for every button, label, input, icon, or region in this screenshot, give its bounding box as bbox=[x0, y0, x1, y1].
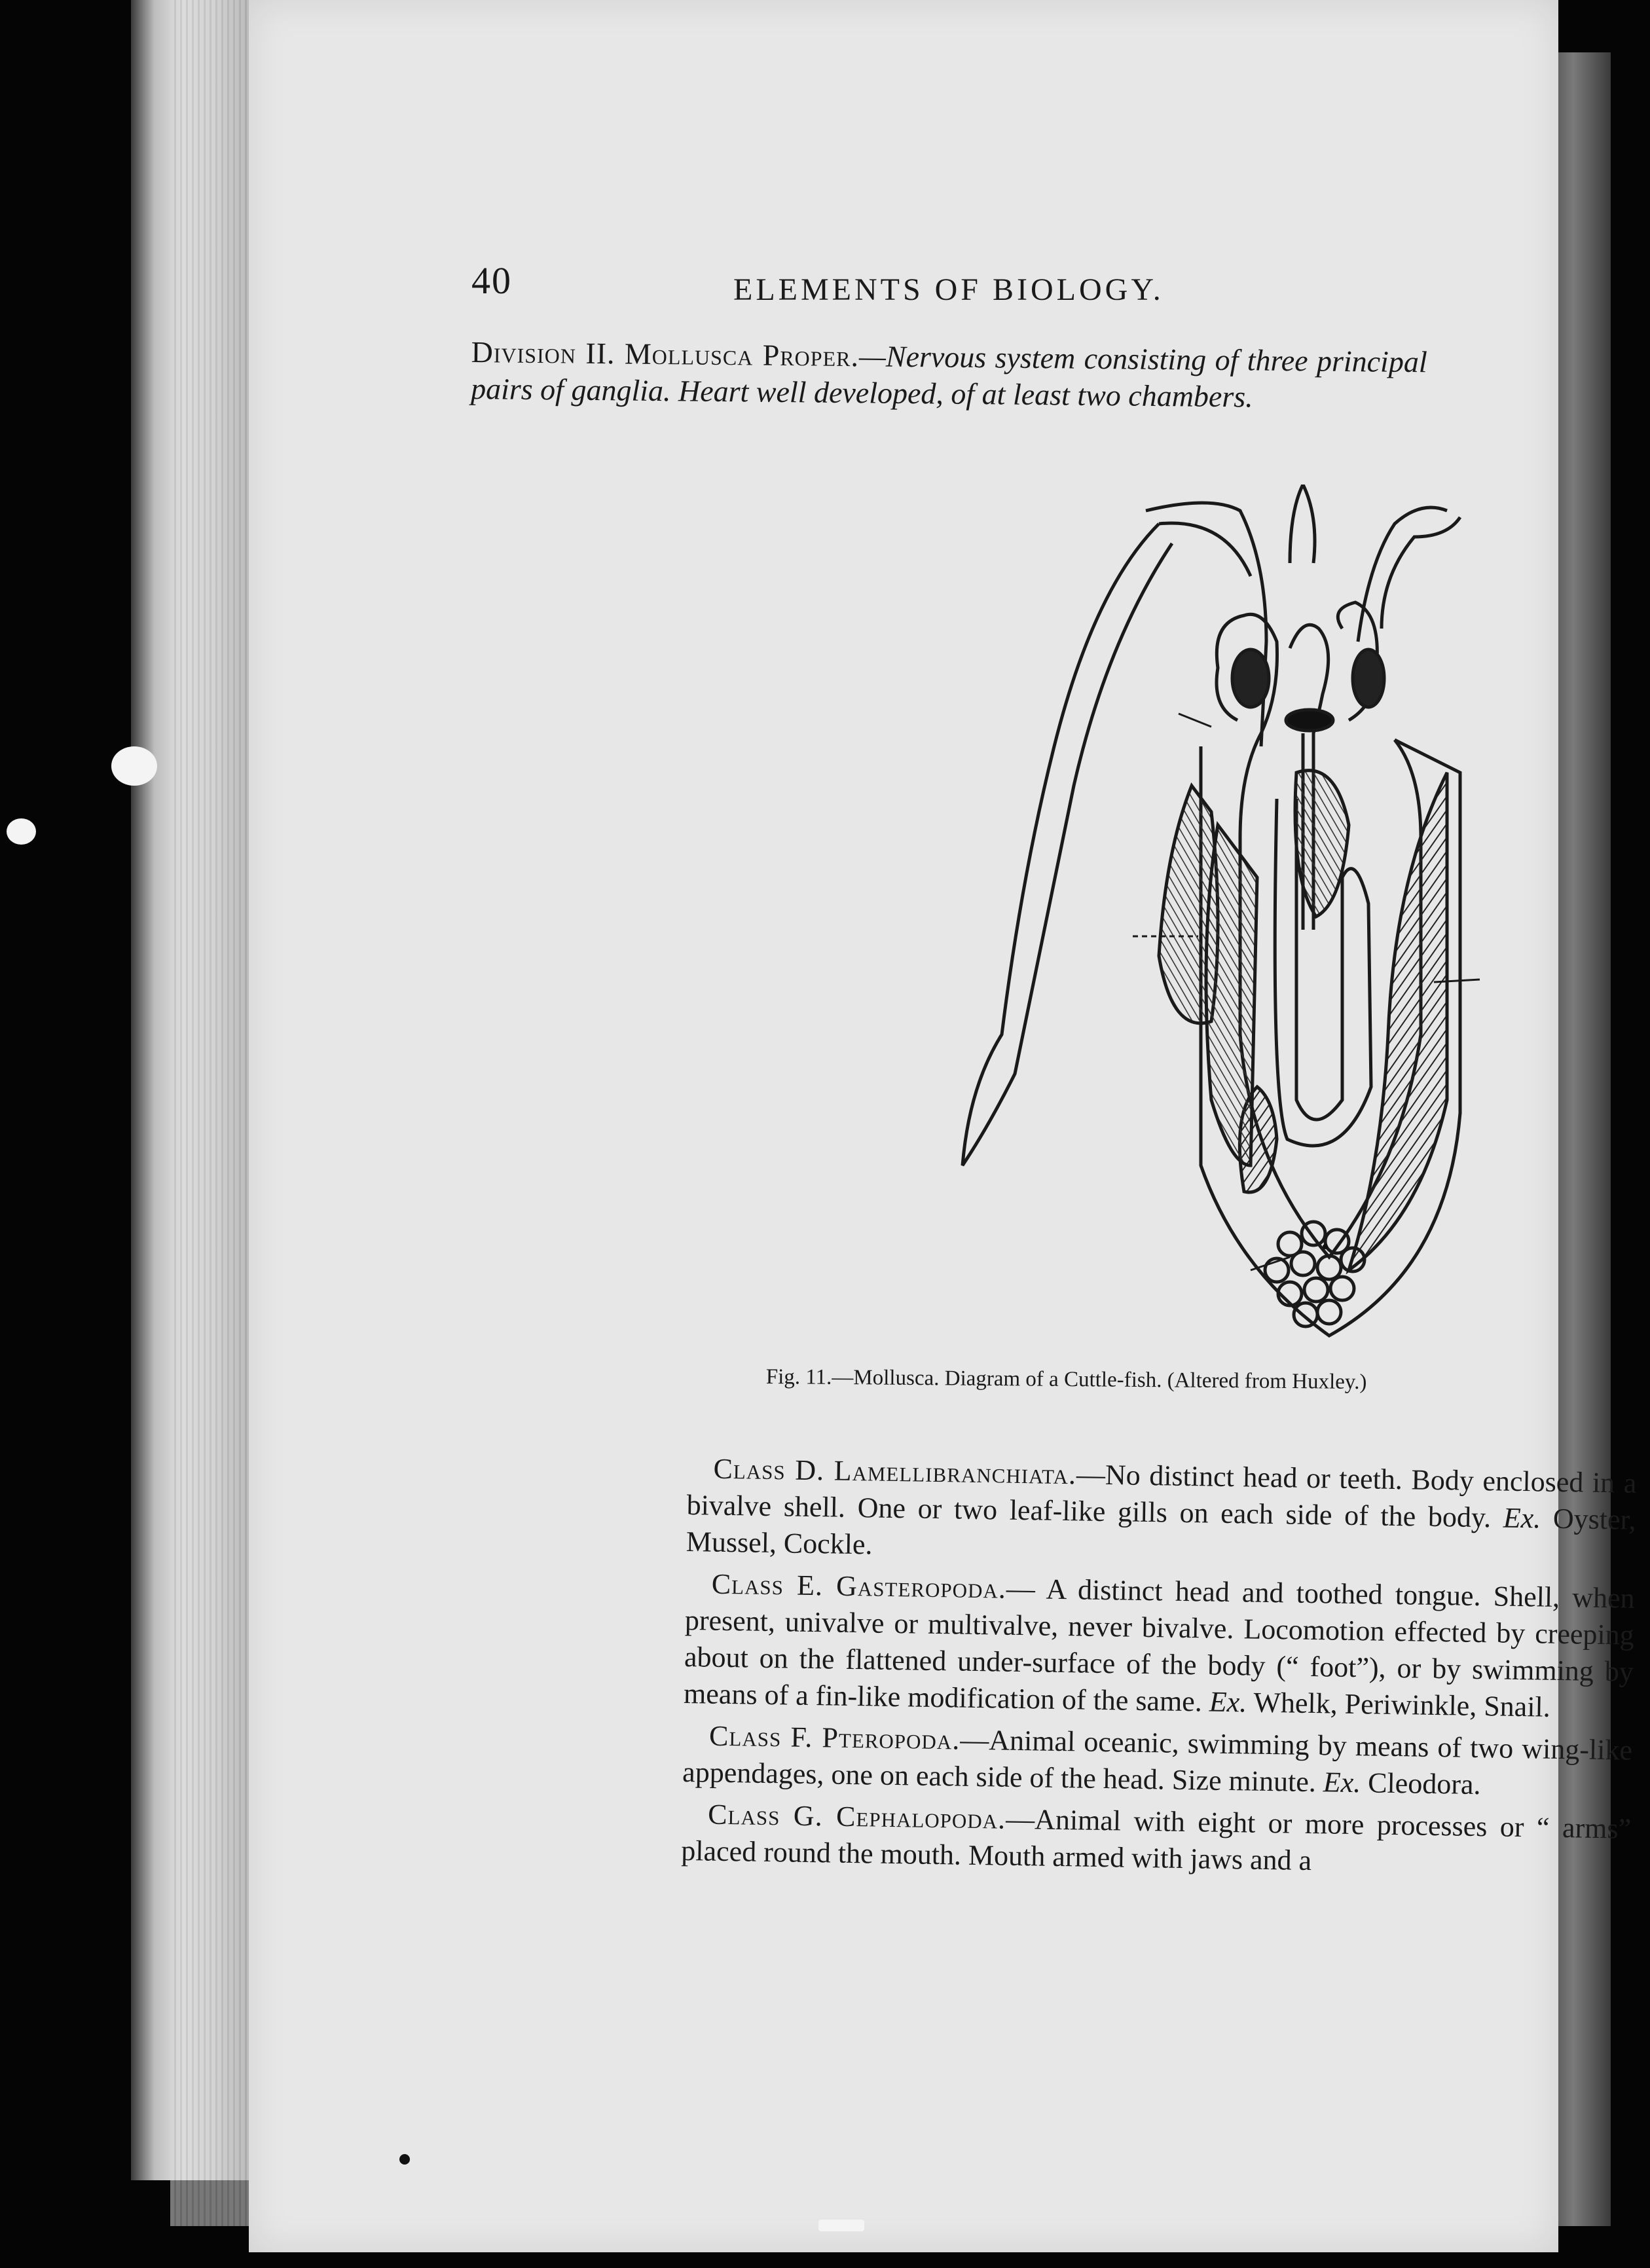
left-arm-outline bbox=[1146, 503, 1266, 746]
example-label: Ex. bbox=[1209, 1685, 1247, 1719]
book-page bbox=[249, 0, 1637, 2252]
class-paragraph-e bbox=[684, 1565, 1635, 1727]
class-examples: Cleodora. bbox=[1367, 1766, 1481, 1801]
division-description: —Nervous system consisting of three principal pairs of ganglia. Heart well developed, of at least two chambers. bbox=[470, 339, 1427, 414]
class-text: —Animal with eight or more processes or “ arms” placed round the mouth. Mouth armed with jaws and a bbox=[681, 1802, 1632, 1877]
film-speck bbox=[111, 746, 157, 786]
class-examples: Whelk, Periwinkle, Snail. bbox=[1253, 1686, 1551, 1723]
film-speck bbox=[7, 818, 36, 845]
left-eye bbox=[1232, 649, 1269, 707]
example-label: Ex. bbox=[1323, 1766, 1361, 1799]
central-arm bbox=[1290, 485, 1315, 563]
cuttlefish-diagram bbox=[897, 485, 1650, 1381]
film-speck bbox=[818, 2220, 864, 2231]
class-examples: Oyster, Mussel, Cockle. bbox=[686, 1502, 1636, 1561]
figure-caption: Fig. 11.—Mollusca. Diagram of a Cuttle-fish. (Altered from Huxley.) bbox=[765, 1365, 1367, 1395]
page-header bbox=[471, 259, 1454, 318]
ink-speck bbox=[399, 2154, 410, 2165]
division-heading bbox=[471, 334, 1427, 417]
class-descriptions bbox=[681, 1450, 1637, 1890]
division-label: Division II. Mollusca Proper. bbox=[471, 335, 860, 373]
class-label: Class E. Gasteropoda. bbox=[711, 1567, 1007, 1605]
class-paragraph-f bbox=[682, 1717, 1633, 1806]
class-paragraph-g bbox=[681, 1796, 1632, 1884]
class-text: —No distinct head or teeth. Body enclosed in a bivalve shell. One or two leaf-like gills on each side of the body. bbox=[686, 1458, 1637, 1534]
right-eye bbox=[1353, 649, 1384, 707]
example-label: Ex. bbox=[1503, 1501, 1541, 1535]
book-page-edges bbox=[170, 0, 255, 2226]
class-label: Class F. Pteropoda. bbox=[708, 1719, 961, 1756]
class-label: Class D. Lamellibranchiata. bbox=[713, 1452, 1077, 1491]
class-label: Class G. Cephalopoda. bbox=[707, 1798, 1006, 1835]
ink-speck bbox=[1323, 1244, 1328, 1249]
running-head: ELEMENTS OF BIOLOGY. bbox=[733, 272, 1164, 307]
nerve-ganglia bbox=[1286, 710, 1333, 731]
class-text: — A distinct head and toothed tongue. Shell, when present, univalve or multivalve, never bivalve. Locomotion effected by creeping about on the flattened under-surface of the body (“ foot”), or by swimming by means of a fin-like modification of the same. bbox=[683, 1572, 1636, 1718]
class-paragraph-d bbox=[686, 1450, 1636, 1575]
class-text: —Animal oceanic, swimming by means of two wing-like appendages, one on each side of the head. Size minute. bbox=[682, 1723, 1633, 1799]
tentacle bbox=[962, 524, 1172, 1165]
page-number: 40 bbox=[471, 259, 512, 302]
